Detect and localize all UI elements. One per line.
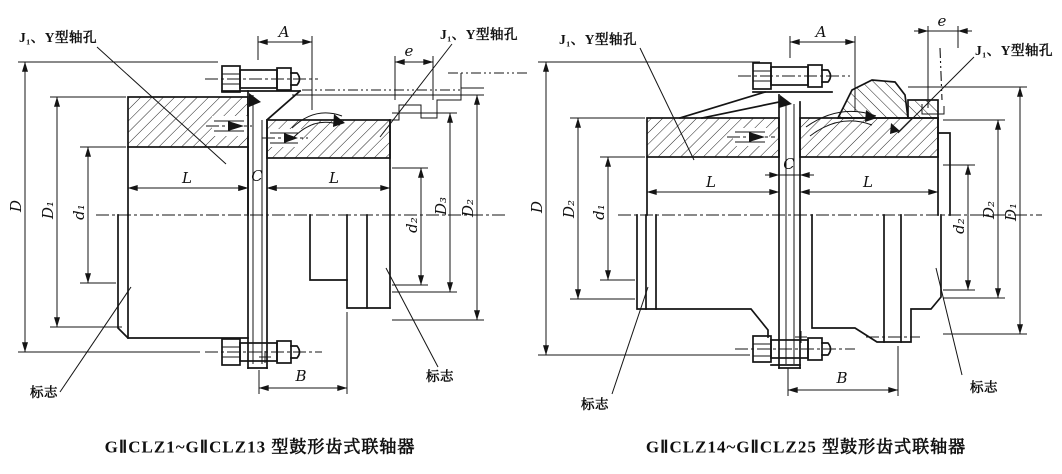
dim-label-e: e: [404, 42, 414, 60]
dim-label-l-left: L: [182, 169, 192, 187]
diagram-caption-left: GⅡCLZ1~GⅡCLZ13 型鼓形齿式联轴器: [104, 437, 416, 457]
dim-label-d2-outer: D₂: [459, 198, 477, 218]
dim-label-d3-mid: D₃: [432, 196, 450, 216]
dim-label-d1-outer: D₁: [1002, 202, 1020, 222]
mark-label-right: 标志: [426, 369, 454, 384]
shaft-hole-label-right: J₁、Y型轴孔: [439, 27, 519, 42]
dim-label-d2-inner: d₂: [950, 218, 968, 234]
mark-label-right: 标志: [970, 380, 998, 395]
dim-label-d-outer: D: [7, 199, 25, 213]
dim-label-d1-inner: d₁: [590, 204, 608, 220]
dim-label-e: e: [937, 12, 947, 30]
right-coupling-drawing: [538, 26, 1042, 396]
left-coupling-drawing: [18, 36, 528, 394]
dim-label-d2-inner: d₂: [403, 217, 421, 233]
dim-label-d-outer: D: [528, 200, 546, 214]
dim-label-d2-mid: D₂: [560, 199, 578, 219]
dim-label-c: C: [783, 155, 795, 173]
dim-label-l-left: L: [706, 173, 716, 191]
shaft-hole-label-left: J₁、Y型轴孔: [18, 30, 98, 45]
dim-label-a: A: [278, 23, 290, 41]
shaft-hole-label-right: J₁、Y型轴孔: [974, 43, 1054, 58]
mark-label-left: 标志: [581, 397, 609, 412]
dim-label-d1-inner: d₁: [70, 204, 88, 220]
dim-label-l-right: L: [863, 173, 873, 191]
dim-label-b: B: [836, 369, 848, 387]
dim-label-a: A: [815, 23, 827, 41]
shaft-hole-label-left: J₁、Y型轴孔: [558, 32, 638, 47]
dim-label-d1-mid: D₁: [39, 200, 57, 220]
dim-label-c: C: [251, 167, 263, 185]
dim-label-d2-outer-mid: D₂: [980, 200, 998, 220]
mark-label-left: 标志: [30, 385, 58, 400]
dim-label-l-right: L: [329, 169, 339, 187]
diagram-caption-right: GⅡCLZ14~GⅡCLZ25 型鼓形齿式联轴器: [645, 437, 967, 457]
dim-label-b: B: [295, 367, 307, 385]
